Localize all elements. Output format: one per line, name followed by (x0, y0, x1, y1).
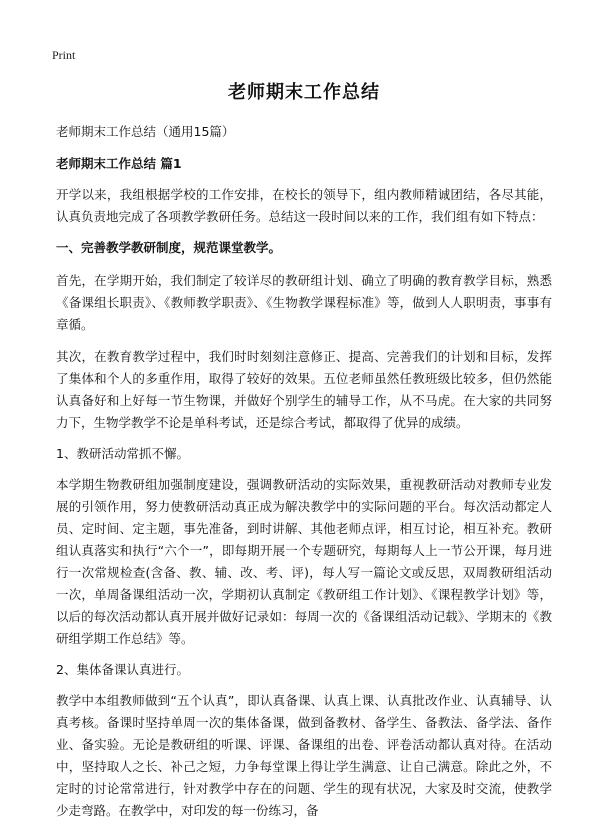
print-link[interactable]: Print (52, 48, 76, 62)
page-title: 老师期末工作总结 (228, 82, 380, 103)
article-heading: 老师期末工作总结 篇1 (56, 156, 182, 171)
paragraph-second: 其次，在教育教学过程中，我们时时刻刻注意修正、提高、完善我们的计划和目标，发挥了集体和个人的多重作用，取得了较好的效果。五位老师虽然任教班级比较多，但仍然能认真备好和上好每一节生物课，并做好个别学生的辅导工作，从不马虎。在大家的共同努力下，生物学教学不论是单科考试，还是综合考试，都取得了优异的成绩。 (56, 349, 552, 430)
subsection-heading-2: 2、集体备课认真进行。 (56, 662, 189, 677)
paragraph-first: 首先，在学期开始，我们制定了较详尽的教研组计划、确立了明确的教育教学目标，熟悉《备课组长职责》、《教师教学职责》、《生物教学课程标准》等，做到人人职明责，事事有章循。 (56, 273, 552, 332)
intro-paragraph: 开学以来，我组根据学校的工作安排，在校长的领导下，组内教师精诚团结，各尽其能，认真负责地完成了各项教学教研任务。总结这一段时间以来的工作，我们组有如下特点： (56, 187, 552, 224)
paragraph-fourth: 教学中本组教师做到“五个认真”，即认真备课、认真上课、认真批改作业、认真辅导、认真考核。备课时坚持单周一次的集体备课，做到备教材、备学生、备教法、备学法、备作业、备实验。无论是教研组的听课、评课、备课组的出卷、评卷活动都认真对待。在活动中，坚持取人之长、补己之短，力争每堂课上得让学生满意、让自己满意。除此之外，不定时的讨论常常进行，针对教学中存在的问题、学生的现有状况，大家及时交流，使教学少走弯路。在教学中，对印发的每一份练习，备 (56, 693, 552, 818)
subsection-heading-1: 1、教研活动常抓不懈。 (56, 446, 189, 461)
document-subtitle: 老师期末工作总结（通用15篇） (56, 124, 235, 139)
document-body (56, 78, 552, 832)
section-heading: 一、完善教学教研制度，规范课堂教学。 (56, 240, 282, 255)
paragraph-third: 本学期生物教研组加强制度建设，强调教研活动的实际效果，重视教研活动对教师专业发展的引领作用，努力使教研活动真正成为解决教学中的实际问题的平台。每次活动都定人员、定时间、定主题，事先准备，到时讲解、其他老师点评，相互讨论，相互补充。教研组认真落实和执行“六个一”，即每期开展一个专题研究，每期每人上一节公开课，每月进行一次常规检查(含备、教、辅、改、考、评)，每人写一篇论文或反思，双周教研组活动一次，单周备课组活动一次，学期初认真制定《教研组工作计划》、《课程教学计划》等，以后的每次活动都认真开展并做好记录如：每周一次的《备课组活动记载》、学期末的《教研组学期工作总结》等。 (56, 477, 552, 646)
